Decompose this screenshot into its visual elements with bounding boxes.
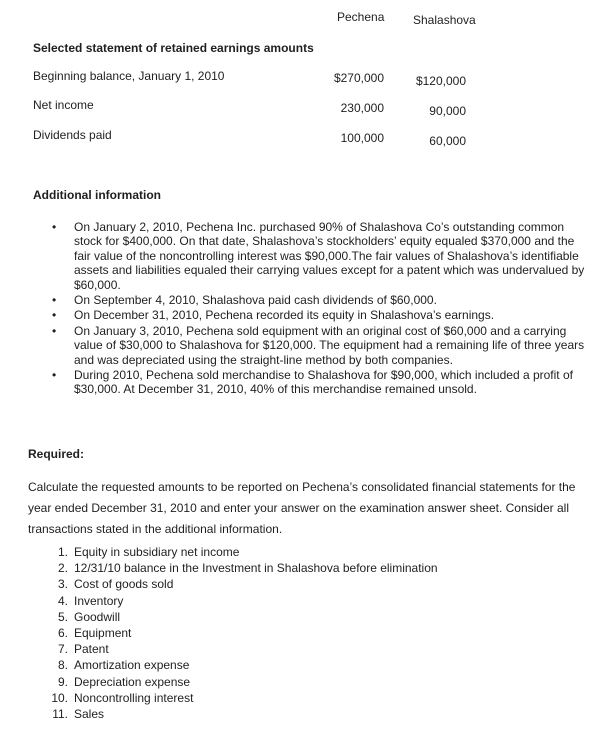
column-header-pechena: Pechena: [337, 10, 385, 24]
row-value-shalashova: 90,000: [429, 104, 466, 118]
row-label-beginning-balance: Beginning balance, January 1, 2010: [33, 69, 225, 83]
list-item: [48, 641, 438, 657]
bullet-dot: •: [52, 308, 57, 323]
bullet-item: [52, 308, 592, 322]
list-item-number: 10.: [51, 690, 68, 705]
bullet-text: During 2010, Pechena sold merchandise to Shalashova for $90,000, which included a profit of $30,000. At December 31, 2010, 40% of this merchandise remained unsold.: [74, 368, 573, 397]
list-item: [48, 609, 438, 625]
bullet-text: On December 31, 2010, Pechena recorded its equity in Shalashova’s earnings.: [74, 308, 495, 323]
list-item-number: 11.: [52, 707, 68, 722]
list-item-text: Goodwill: [74, 609, 121, 624]
list-item-number: 2.: [57, 561, 68, 576]
list-item-text: Equity in subsidiary net income: [74, 545, 240, 559]
list-item-number: 6.: [57, 626, 68, 641]
list-item-number: 4.: [57, 593, 68, 608]
list-item-number: 5.: [57, 609, 68, 624]
required-title: Required:: [28, 447, 85, 461]
column-header-shalashova: Shalashova: [413, 13, 476, 27]
list-item-number: 7.: [57, 642, 68, 657]
list-item: [48, 544, 438, 560]
row-value-pechena: $270,000: [333, 71, 384, 85]
requested-items-list: [48, 544, 438, 722]
list-item-number: 3.: [57, 577, 68, 592]
bullet-item: [52, 368, 592, 397]
bullet-text: On January 3, 2010, Pechena sold equipment with an original cost of $60,000 and a carrying value of $30,000 to Shalashova for $120,000. The equipment had a remaining life of three years and was depreciated using the straight-line method by both companies.: [74, 323, 585, 367]
row-value-shalashova: $120,000: [415, 74, 466, 88]
row-value-pechena: 100,000: [340, 131, 384, 145]
list-item-text: Equipment: [74, 626, 132, 641]
row-label-net-income: Net income: [33, 98, 94, 112]
list-item: [48, 690, 438, 706]
bullet-item: [52, 324, 592, 367]
row-value-pechena: 230,000: [340, 101, 384, 115]
list-item-text: Amortization expense: [74, 658, 190, 673]
list-item-number: 8.: [57, 658, 68, 673]
bullet-item: [52, 293, 592, 307]
list-item: [48, 706, 438, 722]
list-item: [48, 625, 438, 641]
bullet-dot: •: [52, 220, 57, 234]
list-item-text: Depreciation expense: [74, 674, 191, 689]
required-text: Calculate the requested amounts to be reported on Pechena’s consolidated financial statements for the year ended December 31, 2010 and enter your answer on the examination answer sheet. Consider all transactions stated in the additional information.: [28, 480, 576, 536]
bullet-dot: •: [52, 293, 57, 308]
bullet-list: [52, 220, 592, 398]
list-item-number: 1.: [57, 545, 68, 559]
row-label-dividends-paid: Dividends paid: [33, 128, 112, 142]
list-item-text: 12/31/10 balance in the Investment in Shalashova before elimination: [74, 561, 438, 576]
list-item: [48, 657, 438, 673]
list-item-text: Inventory: [74, 593, 124, 608]
list-item: [48, 560, 438, 576]
list-item-text: Patent: [74, 642, 109, 657]
additional-info-title: Additional information: [33, 188, 161, 202]
list-item-number: 9.: [57, 674, 68, 689]
bullet-dot: •: [52, 368, 57, 383]
list-item: [48, 674, 438, 690]
bullet-dot: •: [52, 323, 57, 338]
section-title: Selected statement of retained earnings amounts: [33, 41, 314, 55]
list-item-text: Cost of goods sold: [74, 577, 174, 592]
row-value-shalashova: 60,000: [429, 134, 466, 148]
list-item-text: Noncontrolling interest: [74, 690, 194, 705]
bullet-text: On January 2, 2010, Pechena Inc. purchased 90% of Shalashova Co’s outstanding common stock for $400,000. On that date, Shalashova’s stockholders’ equity equaled $370,000 and the fair value of the noncontrolling interest was $90,000.The fair values of Shalashova’s identifiable assets and liabilities equaled their carrying values except for a patent which was undervalued by $60,000.: [74, 220, 585, 292]
list-item: [48, 576, 438, 592]
bullet-text: On September 4, 2010, Shalashova paid cash dividends of $60,000.: [74, 293, 437, 308]
list-item-text: Sales: [74, 707, 105, 722]
list-item: [48, 593, 438, 609]
bullet-item: [52, 220, 592, 292]
